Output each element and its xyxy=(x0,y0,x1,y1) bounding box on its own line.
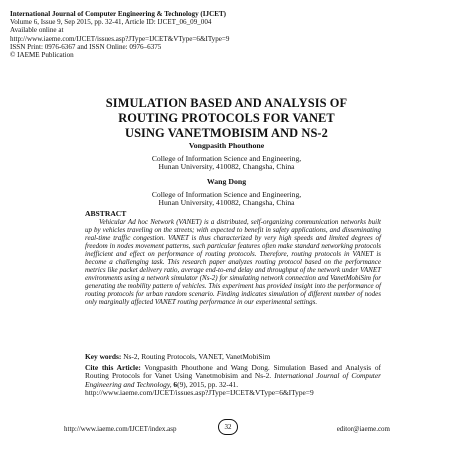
journal-header xyxy=(10,10,442,59)
author-block xyxy=(60,142,393,172)
cite-journal: International Journal of Computer Engineering and Technology, xyxy=(85,371,381,389)
abstract-text: Vehicular Ad hoc Network (VANET) is a distributed, self-organizing communication networks built up by vehicles traveling on the streets; with expected to benefit in safety applications, and disseminating real-time traffic congestion. VANET is thus characterized by very high speeds and limited degrees of freedom in nodes movement patterns, such particular features often make standard networking protocols inefficient and effect on performance of routing protocols. Therefore, routing protocols in VANET is become a challenging task. This research paper analyzes routing protocol based on the performance metrics like packet delivery ratio, average end-to-end delay and throughput of the network under VANET environments using a network simulator (Ns-2) for simulating network connection and VanetMobiSim for generating the mobility pattern of vehicles. This experiment has provided insight into the performance of routing protocols for urban random scenario. Finding indicates simulation of different number of nodes only marginally affected VANET routing performance in our experimental settings. xyxy=(85,218,381,306)
author-name: Wang Dong xyxy=(206,177,247,186)
keywords-text: Ns-2, Routing Protocols, VANET, VanetMobiSim xyxy=(121,352,271,361)
paper-title-line: USING VANETMOBISIM AND NS-2 xyxy=(125,126,328,140)
footer-url-link[interactable]: http://www.iaeme.com/IJCET/index.asp xyxy=(64,425,177,433)
journal-volume-line: Volume 6, Issue 9, Sep 2015, pp. 32-41, Article ID: IJCET_06_09_004 xyxy=(10,18,212,27)
cite-volume: 6 xyxy=(171,379,178,389)
cite-issue: (9), 2015, pp. 32-41. xyxy=(177,379,239,389)
cite-label: Cite this Article: xyxy=(85,363,141,372)
issn-line: ISSN Print: 0976-6367 and ISSN Online: 0976–6375 xyxy=(10,42,162,51)
paper-title xyxy=(40,96,413,141)
available-online-label: Available online at xyxy=(10,26,64,35)
journal-issue-link[interactable]: http://www.iaeme.com/IJCET/issues.asp?JType=IJCET&VType=6&IType=9 xyxy=(10,34,230,43)
citation-block xyxy=(85,364,381,398)
cite-text: Vongpasith Phouthone and Wang Dong. Simulation Based and Analysis of Routing Protocols for Vanet Using Vanetmobisim and Ns-2. xyxy=(85,363,381,381)
author-affiliation: College of Information Science and Engineering, xyxy=(151,153,302,163)
keywords-line xyxy=(85,353,381,361)
abstract-heading: ABSTRACT xyxy=(85,209,127,218)
cite-link[interactable]: http://www.iaeme.com/IJCET/issues.asp?JType=IJCET&VType=6&IType=9 xyxy=(85,388,314,398)
author-block xyxy=(60,178,393,208)
paper-title-line: ROUTING PROTOCOLS FOR VANET xyxy=(118,111,335,125)
author-name: Vongpasith Phouthone xyxy=(188,141,265,150)
author-affiliation: College of Information Science and Engineering, xyxy=(151,189,302,199)
footer-email-link[interactable]: editor@iaeme.com xyxy=(336,425,390,433)
page-footer xyxy=(0,418,453,438)
keywords-label: Key words: xyxy=(85,352,122,361)
author-affiliation: Hunan University, 410082, Changsha, China xyxy=(158,162,295,172)
author-affiliation: Hunan University, 410082, Changsha, China xyxy=(158,198,295,208)
page-number: 32 xyxy=(218,419,238,435)
journal-title: International Journal of Computer Engineering & Technology (IJCET) xyxy=(10,10,227,18)
publisher-line: © IAEME Publication xyxy=(10,51,74,60)
paper-title-line: SIMULATION BASED AND ANALYSIS OF xyxy=(105,96,348,110)
